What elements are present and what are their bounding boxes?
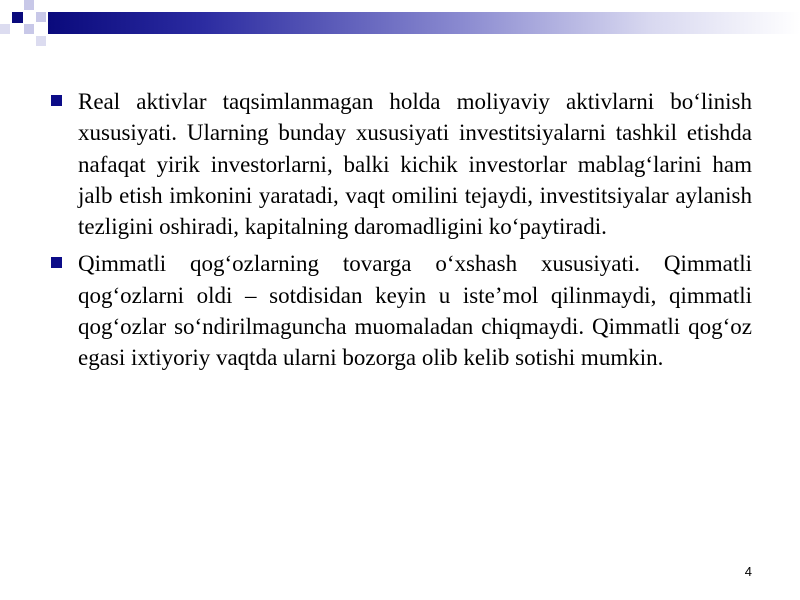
header-gradient-bar bbox=[48, 12, 800, 34]
header-deco-square-light bbox=[24, 24, 34, 34]
header-deco-square-light bbox=[36, 36, 46, 46]
bullet-text: Real aktivlar taqsimlanmagan holda moliyaviy aktivlarni bo‘linish xususiyati. Ularning bunday xususiyati investitsiyalarni tashkil etishda nafaqat yirik investorlarni, balki kichik investorlar mablag‘larini ham jalb etish imkonini yaratadi, vaqt omilini tejaydi, investitsiyalar aylanish tezligini oshiradi, kapitalning daromadligini ko‘paytiradi. bbox=[78, 89, 752, 240]
bullet-item bbox=[48, 248, 752, 373]
header-deco-square-light bbox=[0, 24, 10, 34]
page-number: 4 bbox=[744, 564, 752, 579]
header-deco-square-light bbox=[36, 12, 46, 22]
header-deco-square-large bbox=[12, 12, 23, 23]
square-bullet-icon bbox=[51, 257, 62, 268]
bullet-item bbox=[48, 86, 752, 242]
slide-content bbox=[48, 86, 752, 380]
square-bullet-icon bbox=[51, 95, 62, 106]
header-deco-square-light bbox=[24, 0, 34, 10]
bullet-text: Qimmatli qog‘ozlarning tovarga o‘xshash xususiyati. Qimmatli qog‘ozlarni oldi – sotdisidan keyin u iste’mol qilinmaydi, qimmatli qog‘ozlar so‘ndirilmaguncha muomaladan chiqmaydi. Qimmatli qog‘oz egasi ixtiyoriy vaqtda ularni bozorga olib kelib sotishi mumkin. bbox=[78, 251, 752, 371]
